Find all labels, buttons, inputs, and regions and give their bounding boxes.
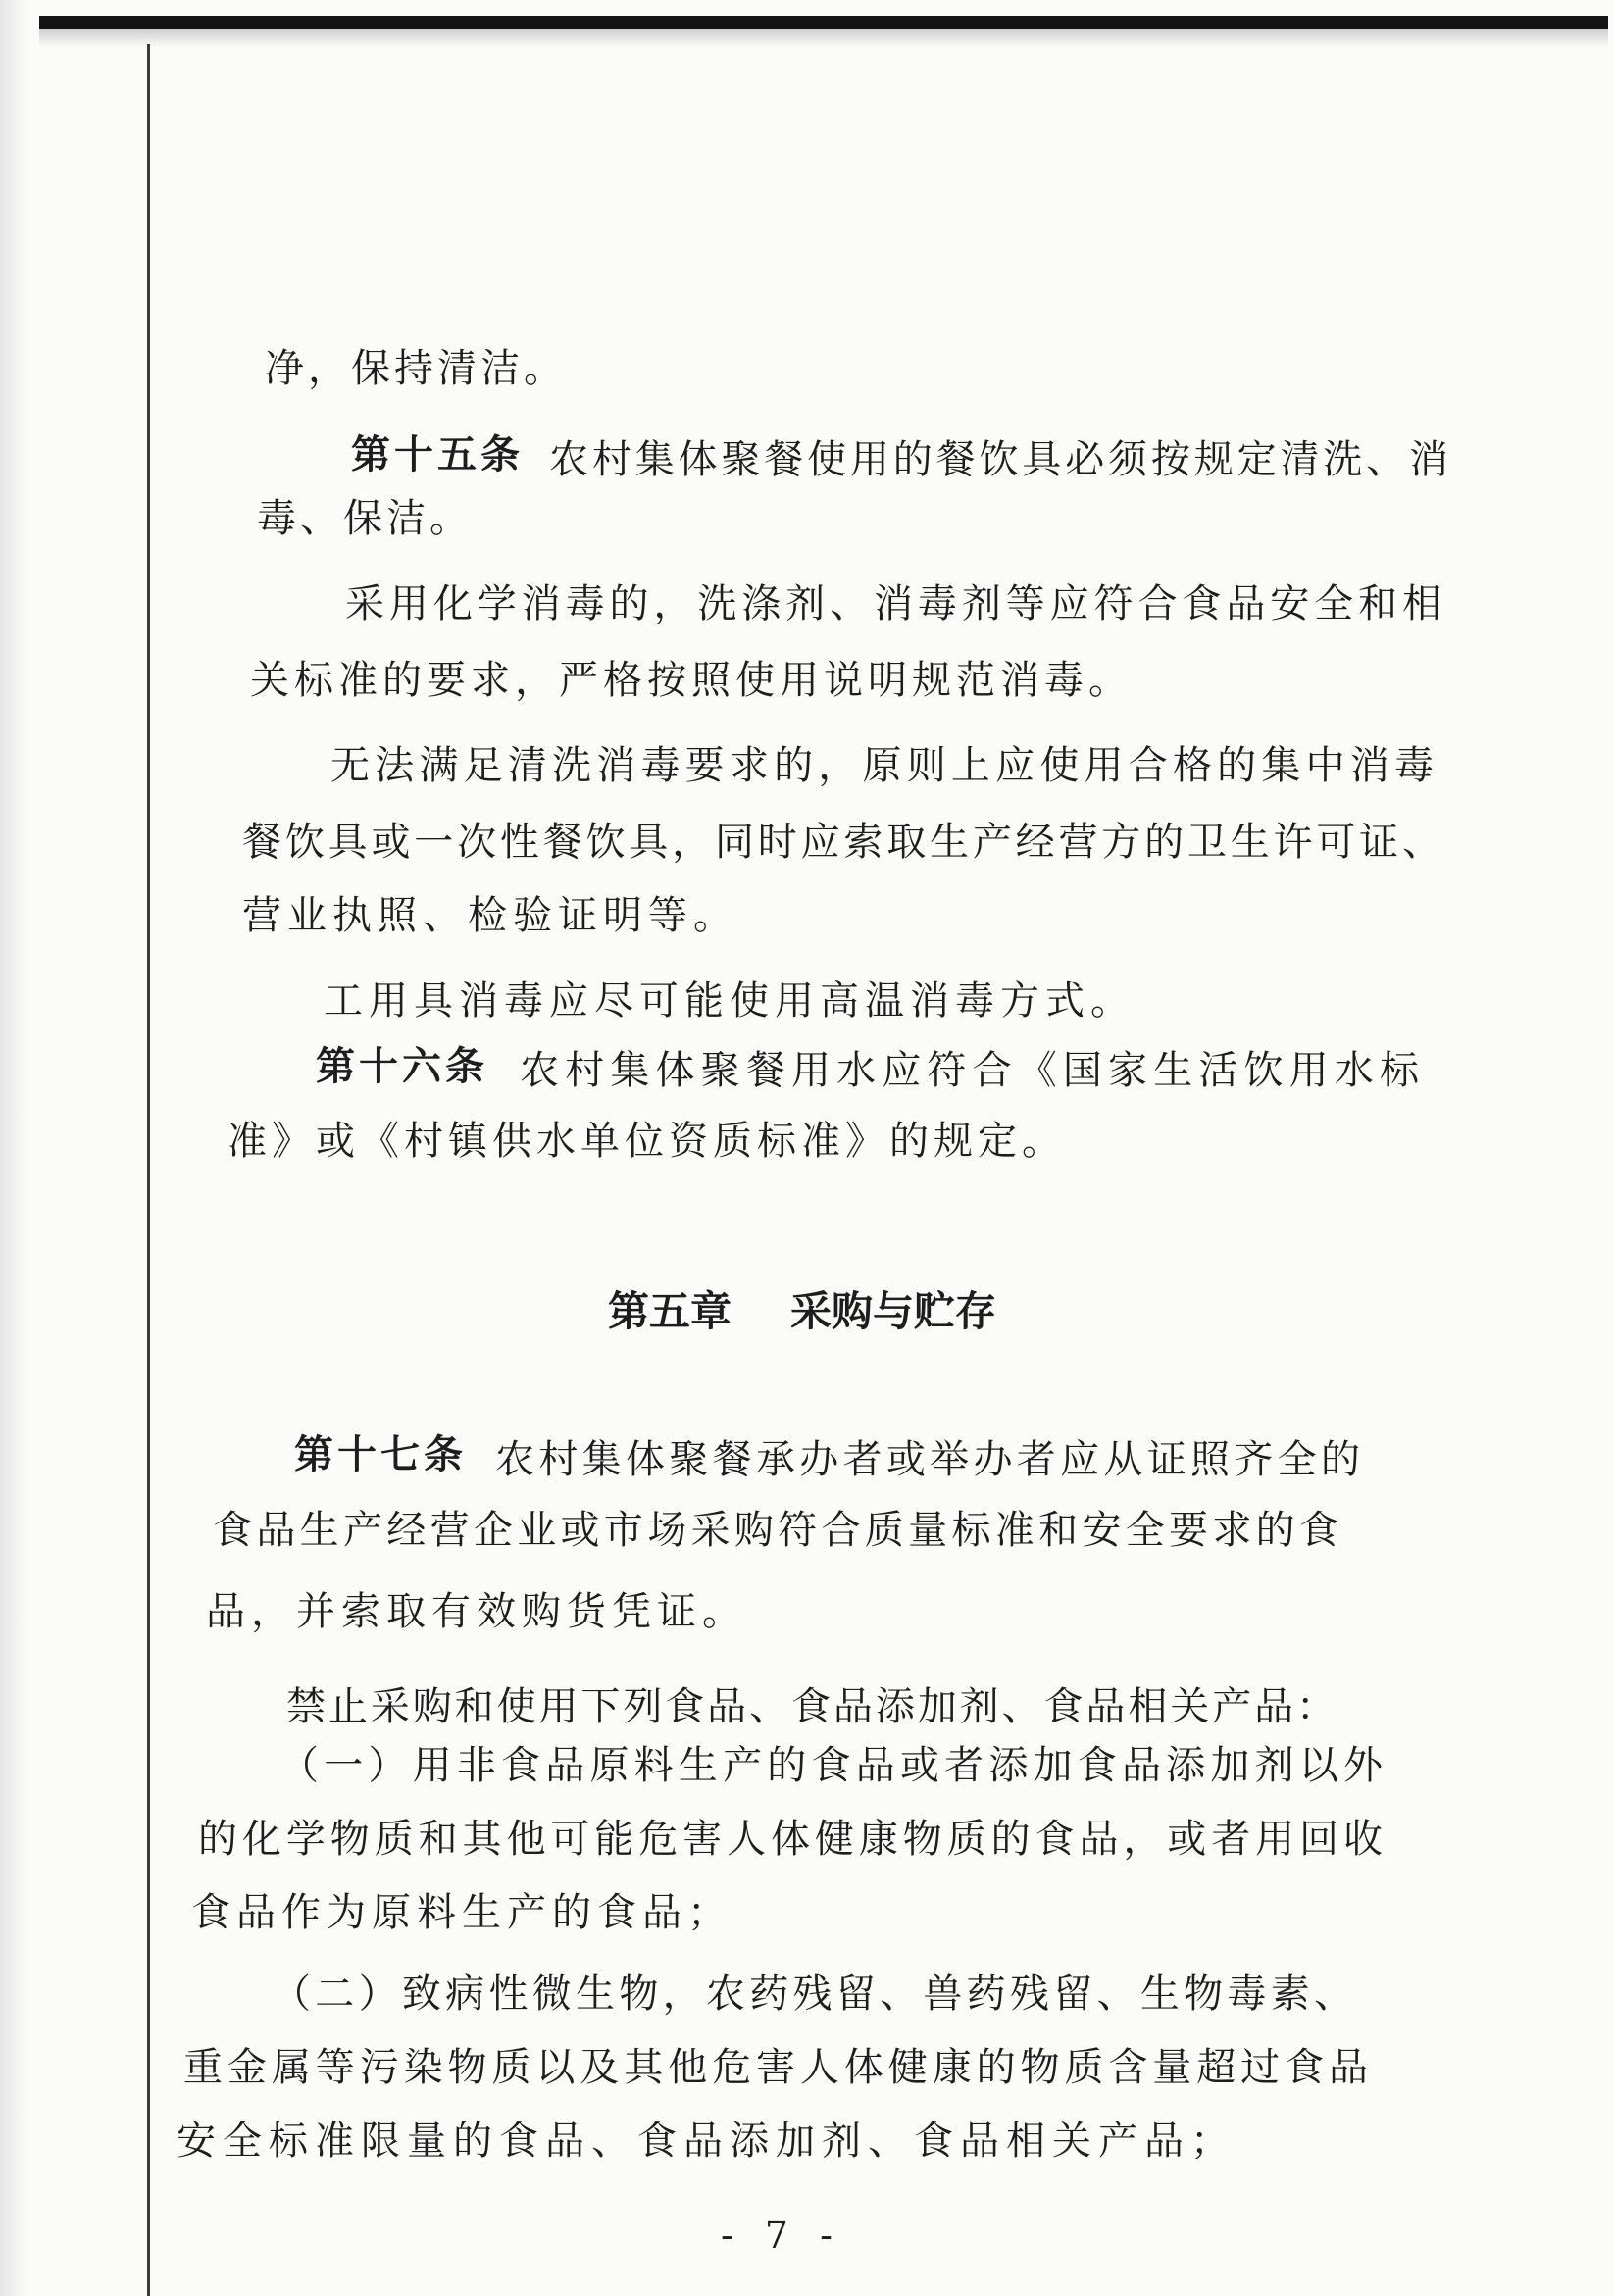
chapter-title: 采购与贮存 xyxy=(790,1287,997,1335)
text-line: 禁止采购和使用下列食品、食品添加剂、食品相关产品： xyxy=(286,1684,1336,1729)
text-line: 无法满足清洗消毒要求的，原则上应使用合格的集中消毒 xyxy=(330,743,1434,788)
text-line: 食品生产经营企业或市场采购符合质量标准和安全要求的食 xyxy=(213,1508,1338,1553)
text-line: 采用化学消毒的，洗涤剂、消毒剂等应符合食品安全和相 xyxy=(345,581,1441,626)
text-line: 准》或《村镇供水单位资质标准》的规定。 xyxy=(227,1119,1066,1164)
scan-left-border xyxy=(147,44,150,2296)
article-17-label: 第十七条 xyxy=(294,1431,467,1477)
scan-edge-shade xyxy=(0,0,29,2296)
text-line: 的化学物质和其他可能危害人体健康物质的食品，或者用回收 xyxy=(198,1817,1383,1862)
text-line: 品，并索取有效购货凭证。 xyxy=(206,1589,747,1634)
text-line: 农村集体聚餐承办者或举办者应从证照齐全的 xyxy=(495,1437,1360,1482)
text-line: 营业执照、检验证明等。 xyxy=(242,893,738,938)
article-16-label: 第十六条 xyxy=(316,1043,488,1089)
text-line: 净，保持清洁。 xyxy=(265,346,567,391)
text-line: 安全标准限量的食品、食品添加剂、食品相关产品； xyxy=(177,2119,1236,2164)
text-line: 工用具消毒应尽可能使用高温消毒方式。 xyxy=(324,978,1136,1023)
text-line: （二）致病性微生物，农药残留、兽药残留、生物毒素、 xyxy=(272,1972,1353,2017)
text-line: 关标准的要求，严格按照使用说明规范消毒。 xyxy=(250,658,1133,703)
scan-top-border xyxy=(39,16,1608,29)
page-number: - 7 - xyxy=(721,2214,843,2257)
chapter-number: 第五章 xyxy=(608,1287,732,1335)
scan-top-shade xyxy=(39,29,1608,47)
text-line: 食品作为原料生产的食品； xyxy=(191,1890,732,1935)
text-line: （一）用非食品原料生产的食品或者添加食品添加剂以外 xyxy=(279,1743,1383,1788)
text-line: 重金属等污染物质以及其他危害人体健康的物质含量超过食品 xyxy=(183,2045,1368,2090)
text-line: 餐饮具或一次性餐饮具，同时应索取生产经营方的卫生许可证、 xyxy=(242,820,1441,865)
chapter-heading xyxy=(608,1279,996,1338)
text-line: 毒、保洁。 xyxy=(257,496,473,541)
article-15-label: 第十五条 xyxy=(351,431,524,477)
text-line: 农村集体聚餐用水应符合《国家生活饮用水标 xyxy=(520,1048,1419,1093)
text-line: 农村集体聚餐使用的餐饮具必须按规定清洗、消 xyxy=(549,437,1448,482)
